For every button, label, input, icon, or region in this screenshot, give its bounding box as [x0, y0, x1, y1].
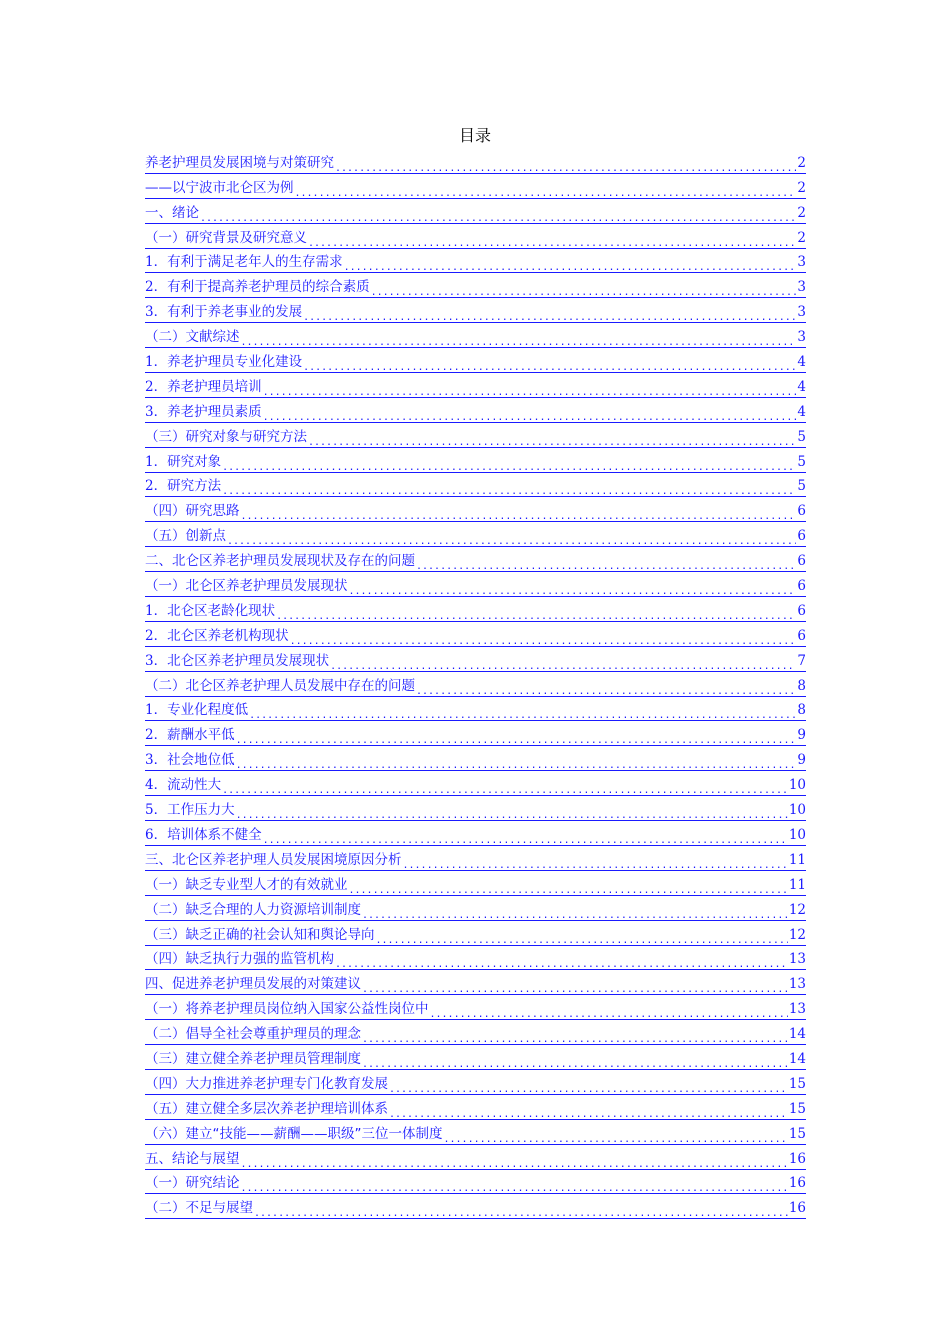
toc-entry[interactable] — [145, 1170, 806, 1195]
toc-title: 目录 — [458, 126, 491, 145]
toc-dot-leader — [416, 557, 796, 569]
toc-dot-leader — [236, 731, 797, 743]
toc-dot-leader — [249, 706, 796, 718]
toc-dot-leader — [389, 1105, 788, 1117]
toc-dot-leader — [241, 507, 797, 519]
toc-entry-label: （五）建立健全多层次养老护理培训体系 — [145, 1100, 388, 1117]
toc-entry[interactable] — [145, 1045, 806, 1070]
toc-dot-leader — [335, 159, 796, 171]
toc-entry-page-number: 16 — [788, 1200, 806, 1217]
toc-entry-page-number: 3 — [797, 304, 806, 321]
toc-entry-page-number: 12 — [788, 901, 806, 918]
toc-entry-label: （二）倡导全社会尊重护理员的理念 — [145, 1026, 361, 1043]
toc-dot-leader — [241, 333, 797, 345]
toc-entry-page-number: 3 — [797, 329, 806, 346]
toc-entry[interactable] — [145, 473, 806, 498]
toc-entry[interactable] — [145, 1095, 806, 1120]
toc-dot-leader — [263, 383, 797, 395]
toc-dot-leader — [308, 234, 796, 246]
toc-dot-leader — [222, 458, 796, 470]
toc-entry-page-number: 9 — [797, 752, 806, 769]
toc-entry-page-number: 5 — [797, 428, 806, 445]
toc-entry[interactable] — [145, 1120, 806, 1145]
toc-dot-leader — [349, 881, 788, 893]
toc-dot-leader — [241, 1155, 788, 1167]
toc-dot-leader — [295, 184, 797, 196]
toc-entry-label: 2．薪酬水平低 — [145, 727, 235, 744]
toc-entry[interactable] — [145, 348, 806, 373]
toc-entry-page-number: 6 — [797, 627, 806, 644]
toc-entry-label: （二）文献综述 — [145, 329, 240, 346]
toc-entry[interactable] — [145, 398, 806, 423]
toc-entry-page-number: 6 — [797, 578, 806, 595]
toc-entry-page-number: 6 — [797, 602, 806, 619]
toc-entry[interactable] — [145, 871, 806, 896]
toc-dot-leader — [344, 258, 797, 270]
toc-entry[interactable] — [145, 373, 806, 398]
toc-entry[interactable] — [145, 323, 806, 348]
toc-entry[interactable] — [145, 199, 806, 224]
toc-entry[interactable] — [145, 174, 806, 199]
toc-entry-label: （二）不足与展望 — [145, 1200, 253, 1217]
toc-entry-label: ——以宁波市北仑区为例 — [145, 179, 294, 196]
toc-entry-label: 五、结论与展望 — [145, 1150, 240, 1167]
toc-entry-page-number: 15 — [788, 1125, 806, 1142]
toc-entry-label: 一、绪论 — [145, 204, 199, 221]
toc-entry-label: 1．养老护理员专业化建设 — [145, 354, 303, 371]
toc-entry-page-number: 10 — [788, 802, 806, 819]
toc-entry[interactable] — [145, 896, 806, 921]
toc-dot-leader — [430, 1005, 788, 1017]
toc-entry-label: （五）创新点 — [145, 528, 226, 545]
toc-dot-leader — [276, 607, 796, 619]
toc-entry-label: （六）建立“技能——薪酬——职级”三位一体制度 — [145, 1125, 443, 1142]
toc-entry[interactable] — [145, 796, 806, 821]
toc-entry-page-number: 2 — [797, 204, 806, 221]
toc-dot-leader — [263, 408, 797, 420]
toc-entry[interactable] — [145, 846, 806, 871]
toc-entry[interactable] — [145, 995, 806, 1020]
toc-dot-leader — [236, 806, 788, 818]
toc-entry-label: 2．北仑区养老机构现状 — [145, 627, 289, 644]
toc-entry-label: （四）研究思路 — [145, 503, 240, 520]
toc-dot-leader — [362, 1055, 788, 1067]
toc-entry-page-number: 2 — [797, 179, 806, 196]
toc-entry[interactable] — [145, 149, 806, 174]
toc-dot-leader — [335, 955, 788, 967]
toc-entry-label: （二）缺乏合理的人力资源培训制度 — [145, 901, 361, 918]
toc-entry-label: 4．流动性大 — [145, 777, 222, 794]
toc-entry-page-number: 13 — [788, 951, 806, 968]
toc-dot-leader — [308, 433, 796, 445]
toc-entry[interactable] — [145, 921, 806, 946]
toc-dot-leader — [222, 781, 788, 793]
toc-entry[interactable] — [145, 423, 806, 448]
toc-entry-page-number: 5 — [797, 453, 806, 470]
toc-entry-label: （一）北仑区养老护理员发展现状 — [145, 578, 348, 595]
toc-entry[interactable] — [145, 1070, 806, 1095]
toc-entry-page-number: 13 — [788, 1001, 806, 1018]
toc-entry[interactable] — [145, 647, 806, 672]
toc-entry[interactable] — [145, 721, 806, 746]
toc-entry-label: （一）研究背景及研究意义 — [145, 229, 307, 246]
toc-entry-label: 二、北仑区养老护理员发展现状及存在的问题 — [145, 553, 415, 570]
toc-dot-leader — [330, 657, 796, 669]
toc-dot-leader — [263, 831, 788, 843]
toc-entry[interactable] — [145, 249, 806, 274]
toc-entry-label: 2．养老护理员培训 — [145, 378, 262, 395]
toc-entry[interactable] — [145, 672, 806, 697]
toc-dot-leader — [362, 980, 788, 992]
toc-entry[interactable] — [145, 522, 806, 547]
toc-entry-page-number: 6 — [797, 528, 806, 545]
toc-entry[interactable] — [145, 1145, 806, 1170]
toc-entry-page-number: 10 — [788, 777, 806, 794]
toc-dot-leader — [349, 582, 797, 594]
toc-entry-page-number: 9 — [797, 727, 806, 744]
toc-entry[interactable] — [145, 572, 806, 597]
toc-entry-page-number: 16 — [788, 1150, 806, 1167]
toc-entry-label: （一）将养老护理员岗位纳入国家公益性岗位中 — [145, 1001, 429, 1018]
toc-entry-page-number: 11 — [788, 876, 806, 893]
toc-entry-page-number: 6 — [797, 553, 806, 570]
table-of-contents — [145, 149, 806, 1219]
toc-entry[interactable] — [145, 547, 806, 572]
toc-dot-leader — [236, 756, 797, 768]
toc-entry-label: 三、北仑区养老护理人员发展困境原因分析 — [145, 851, 402, 868]
toc-entry-label: 3．社会地位低 — [145, 752, 235, 769]
toc-entry[interactable] — [145, 1194, 806, 1219]
toc-entry-page-number: 2 — [797, 154, 806, 171]
toc-entry-label: 3．有利于养老事业的发展 — [145, 304, 303, 321]
toc-entry-page-number: 6 — [797, 503, 806, 520]
toc-entry-label: 四、促进养老护理员发展的对策建议 — [145, 976, 361, 993]
toc-entry-label: 1．北仑区老龄化现状 — [145, 602, 276, 619]
toc-dot-leader — [444, 1130, 788, 1142]
toc-entry-label: （二）北仑区养老护理人员发展中存在的问题 — [145, 677, 415, 694]
toc-entry[interactable] — [145, 273, 806, 298]
toc-entry-page-number: 15 — [788, 1100, 806, 1117]
toc-entry[interactable] — [145, 821, 806, 846]
toc-entry-page-number: 16 — [788, 1175, 806, 1192]
toc-entry-label: 5．工作压力大 — [145, 802, 235, 819]
toc-dot-leader — [303, 308, 796, 320]
toc-entry[interactable] — [145, 622, 806, 647]
toc-entry-page-number: 8 — [797, 677, 806, 694]
toc-dot-leader — [362, 906, 788, 918]
toc-entry-page-number: 4 — [797, 354, 806, 371]
toc-entry[interactable] — [145, 497, 806, 522]
toc-entry-label: （三）缺乏正确的社会认知和舆论导向 — [145, 926, 375, 943]
toc-entry-label: 养老护理员发展困境与对策研究 — [145, 154, 334, 171]
toc-entry[interactable] — [145, 448, 806, 473]
toc-entry-page-number: 10 — [788, 826, 806, 843]
toc-dot-leader — [376, 931, 788, 943]
toc-entry-page-number: 14 — [788, 1026, 806, 1043]
toc-entry-page-number: 15 — [788, 1075, 806, 1092]
toc-entry-page-number: 8 — [797, 702, 806, 719]
toc-entry-page-number: 4 — [797, 378, 806, 395]
toc-entry-page-number: 14 — [788, 1050, 806, 1067]
toc-entry-label: （一）缺乏专业型人才的有效就业 — [145, 876, 348, 893]
toc-dot-leader — [303, 358, 796, 370]
toc-entry-page-number: 3 — [797, 279, 806, 296]
toc-entry-page-number: 4 — [797, 403, 806, 420]
toc-entry-page-number: 13 — [788, 976, 806, 993]
toc-entry[interactable] — [145, 224, 806, 249]
toc-entry-label: 1．研究对象 — [145, 453, 222, 470]
toc-dot-leader — [362, 1030, 788, 1042]
toc-entry-page-number: 7 — [797, 652, 806, 669]
toc-entry-label: （四）缺乏执行力强的监管机构 — [145, 951, 334, 968]
toc-entry-label: 2．有利于提高养老护理员的综合素质 — [145, 279, 370, 296]
toc-entry[interactable] — [145, 298, 806, 323]
toc-entry-page-number: 11 — [788, 851, 806, 868]
toc-entry[interactable] — [145, 946, 806, 971]
toc-entry-page-number: 2 — [797, 229, 806, 246]
toc-entry-label: 3．养老护理员素质 — [145, 403, 262, 420]
toc-entry-page-number: 5 — [797, 478, 806, 495]
toc-entry-page-number: 3 — [797, 254, 806, 271]
toc-dot-leader — [254, 1204, 788, 1216]
toc-entry-label: 6．培训体系不健全 — [145, 826, 262, 843]
toc-dot-leader — [290, 632, 797, 644]
toc-entry-page-number: 12 — [788, 926, 806, 943]
toc-dot-leader — [371, 283, 797, 295]
toc-dot-leader — [403, 856, 788, 868]
toc-entry-label: （四）大力推进养老护理专门化教育发展 — [145, 1075, 388, 1092]
toc-entry-label: 3．北仑区养老护理员发展现状 — [145, 652, 330, 669]
toc-dot-leader — [241, 1179, 788, 1191]
toc-entry-label: 1．有利于满足老年人的生存需求 — [145, 254, 343, 271]
toc-entry-label: 2．研究方法 — [145, 478, 222, 495]
toc-entry-label: （三）研究对象与研究方法 — [145, 428, 307, 445]
toc-dot-leader — [416, 682, 796, 694]
toc-entry[interactable] — [145, 1020, 806, 1045]
toc-entry-label: 1．专业化程度低 — [145, 702, 249, 719]
toc-entry[interactable] — [145, 970, 806, 995]
toc-dot-leader — [222, 482, 796, 494]
toc-entry-label: （一）研究结论 — [145, 1175, 240, 1192]
toc-entry[interactable] — [145, 746, 806, 771]
toc-dot-leader — [227, 532, 796, 544]
toc-dot-leader — [200, 209, 796, 221]
toc-entry[interactable] — [145, 597, 806, 622]
toc-entry[interactable] — [145, 771, 806, 796]
toc-entry-label: （三）建立健全养老护理员管理制度 — [145, 1050, 361, 1067]
toc-dot-leader — [389, 1080, 788, 1092]
toc-entry[interactable] — [145, 697, 806, 722]
